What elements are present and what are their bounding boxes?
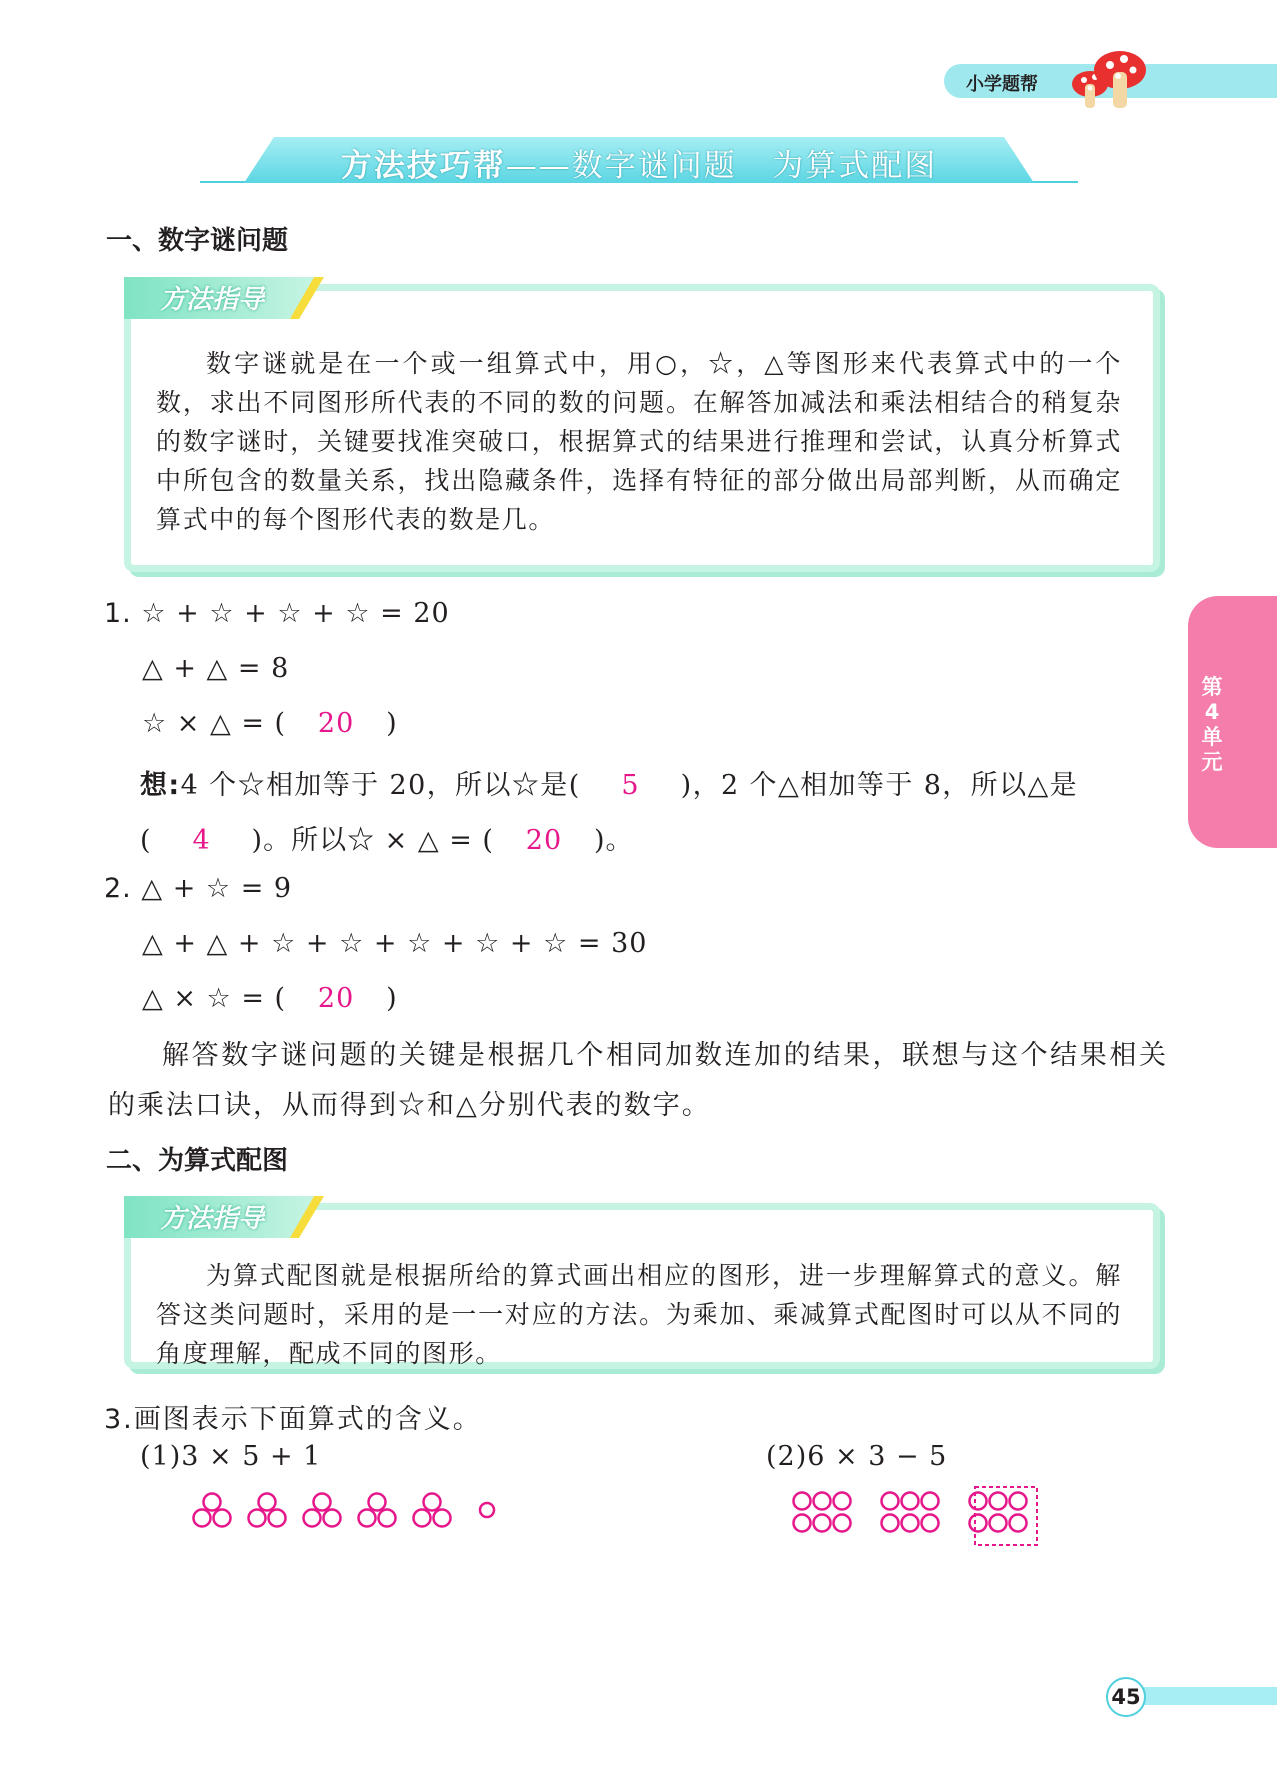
q1-eq2: △ + △ = 8: [142, 653, 290, 684]
circle-mark: [814, 1515, 831, 1532]
section2-guide-text: 为算式配图就是根据所给的算式画出相应的图形，进一步理解算式的意义。解答这类问题时，采用的是一一对应的方法。为乘加、乘减算式配图时可以从不同的角度理解，配成不同的图形。: [156, 1261, 1122, 1368]
tip-paragraph: 解答数字谜问题的关键是根据几个相同加数连加的结果，联想与这个结果相关的乘法口诀，从而得到☆和△分别代表的数字。: [108, 1040, 1168, 1121]
circle-mark: [1010, 1515, 1027, 1532]
q2-eq3-post: ): [386, 983, 398, 1014]
q1-think-label: 想:: [140, 770, 181, 801]
q1-eq3: [142, 708, 398, 739]
q2-number: 2.: [104, 873, 132, 904]
circle-mark: [990, 1515, 1007, 1532]
circle-mark: [794, 1493, 811, 1510]
q3-part1-drawing[interactable]: [188, 1486, 508, 1546]
footer-bar: [1128, 1687, 1277, 1705]
circle-mark: [990, 1493, 1007, 1510]
circle-mark: [814, 1493, 831, 1510]
page-title: [244, 140, 1034, 185]
q2-eq1-text: △ + ☆ = 9: [141, 873, 293, 904]
circle-mark: [434, 1510, 451, 1527]
q1-think-line2: [140, 818, 634, 857]
q3-prompt: 画图表示下面算式的含义。: [133, 1404, 482, 1435]
circle-mark: [902, 1515, 919, 1532]
unit-side-label: 第4单元: [1201, 675, 1223, 774]
circle-mark: [834, 1515, 851, 1532]
circle-mark: [379, 1510, 396, 1527]
circle-mark: [269, 1510, 286, 1527]
section1-guide-text: 数字谜就是在一个或一组算式中，用○，☆，△等图形来代表算式中的一个数，求出不同图形所代表的不同的数的问题。在解答加减法和乘法相结合的稍复杂的数字谜时，关键要找准突破口，根据算式的结果进行推理和尝试，认真分析算式中所包含的数量关系，找出隐藏条件，选择有特征的部分做出局部判断，从而确定算式中的每个图形代表的数是几。: [156, 349, 1122, 534]
circle-mark: [194, 1510, 211, 1527]
circle-mark: [414, 1510, 431, 1527]
q2-answer-product[interactable]: 20: [317, 983, 355, 1014]
circle-mark: [359, 1510, 376, 1527]
q1-answer-product[interactable]: 20: [317, 708, 355, 739]
circle-mark: [970, 1493, 987, 1510]
q1-answer-star[interactable]: 5: [621, 770, 640, 801]
circle-mark: [794, 1515, 811, 1532]
q1-think-b: )，2 个△相加等于 8，所以△是: [680, 770, 1079, 801]
q2-eq3-pre: △ × ☆ = (: [142, 983, 287, 1014]
section1-title: 一、数字谜问题: [106, 226, 289, 256]
q1-think-e: )。: [593, 825, 634, 856]
title-main: 方法技巧帮: [340, 148, 506, 184]
circle-mark: [424, 1494, 441, 1511]
q1-think-line1: [140, 763, 1078, 802]
page-number: 45: [1106, 1677, 1146, 1717]
section1-guide-label: 方法指导: [160, 285, 265, 315]
title-dash: ——: [505, 148, 572, 184]
circle-mark: [970, 1515, 987, 1532]
q2-eq1: [104, 873, 292, 904]
circle-mark: [314, 1494, 331, 1511]
title-topic2: 为算式配图: [772, 148, 938, 184]
circle-mark: [369, 1494, 386, 1511]
q1-eq3-post: ): [386, 708, 398, 739]
q3-prompt-line: [104, 1397, 482, 1436]
circle-mark: [324, 1510, 341, 1527]
circle-mark: [882, 1493, 899, 1510]
circle-mark: [204, 1494, 221, 1511]
circle-mark: [304, 1510, 321, 1527]
circle-mark: [1010, 1493, 1027, 1510]
q3-part2-label: (2)6 × 3 − 5: [766, 1441, 948, 1472]
q1-think-c: (: [140, 825, 152, 856]
q2-eq3: [142, 983, 398, 1014]
q1-answer-product2[interactable]: 20: [525, 825, 563, 856]
q3-number: 3.: [104, 1404, 134, 1435]
circle-mark: [214, 1510, 231, 1527]
q1-answer-triangle[interactable]: 4: [192, 825, 211, 856]
section2-guide-label: 方法指导: [160, 1204, 265, 1234]
circle-mark: [259, 1494, 276, 1511]
circle-mark: [902, 1493, 919, 1510]
q1-eq1: [104, 598, 450, 629]
q3-part1-label: (1)3 × 5 + 1: [140, 1441, 322, 1472]
circle-mark-extra: [480, 1503, 494, 1517]
q1-number: 1.: [104, 598, 132, 629]
q2-eq2: △ + △ + ☆ + ☆ + ☆ + ☆ + ☆ = 30: [142, 928, 648, 959]
circle-mark: [882, 1515, 899, 1532]
circle-mark: [922, 1493, 939, 1510]
circle-mark: [834, 1493, 851, 1510]
q1-think-a: 4 个☆相加等于 20，所以☆是(: [180, 770, 581, 801]
q1-think-d: )。所以☆ × △ = (: [251, 825, 494, 856]
header-brand: 小学题帮: [966, 74, 1038, 95]
q3-part2-drawing[interactable]: [790, 1484, 1060, 1550]
circle-mark: [922, 1515, 939, 1532]
section2-title: 二、为算式配图: [106, 1146, 289, 1176]
mushroom-icon: [1060, 46, 1150, 116]
q1-eq3-pre: ☆ × △ = (: [142, 708, 287, 739]
q1-eq1-text: ☆ + ☆ + ☆ + ☆ = 20: [141, 598, 450, 629]
circle-mark: [249, 1510, 266, 1527]
title-topic1: 数字谜问题: [571, 148, 737, 184]
